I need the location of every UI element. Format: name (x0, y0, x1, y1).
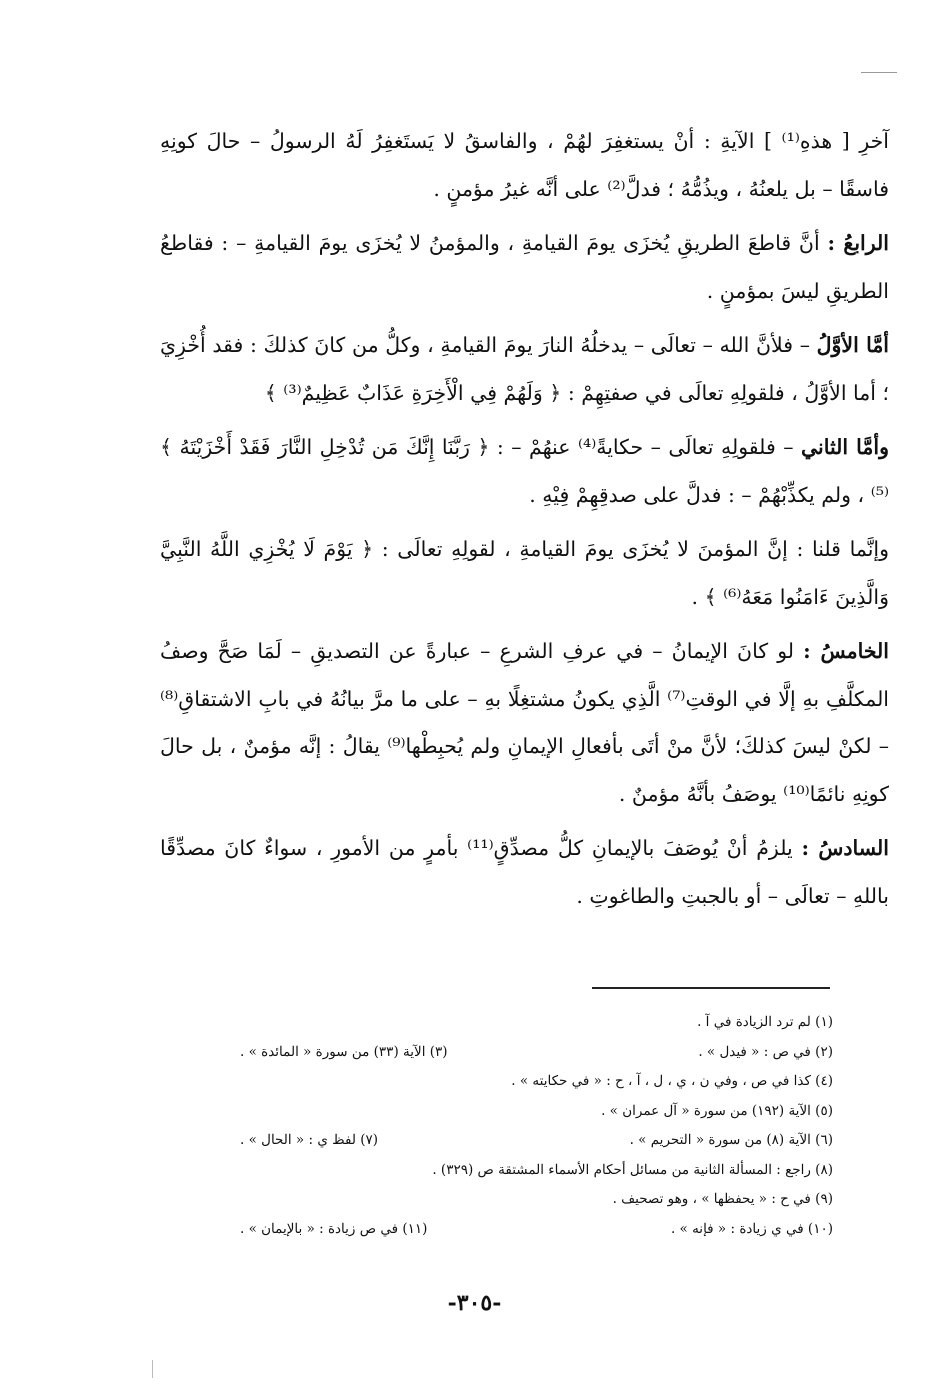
paragraph-sixth-text: يلزمُ أنْ يُوصَفَ بالإيمانِ كلُّ مصدِّقٍ⁽¹¹⁾ بأمرٍ من الأمورِ ، سواءٌ كانَ مصدِّقًا باللهِ – تعالَى – أو بالجبتِ والطاغوتِ . (160, 836, 889, 908)
paragraph-second-point (160, 424, 889, 519)
paragraph-second-point-text: – فلقولِهِ تعالَى – حكايةً⁽⁴⁾ عنهُمْ – : ﴿ رَبَّنَا إِنَّكَ مَن تُدْخِلِ النَّارَ فَقَدْ أَخْزَيْتَهُ ﴾⁽⁵⁾ ، ولم يكذِّبْهُمْ – : فدلَّ على صدقِهِمْ فِيْهِ . (160, 435, 889, 507)
footnote-line (240, 1185, 833, 1215)
footnote-line (240, 1067, 833, 1097)
paragraph-sixth (160, 825, 889, 920)
main-text (160, 118, 889, 927)
footnote-7: (٧) لفظ ي : « الحال » . (240, 1132, 379, 1148)
scan-edge-mark (152, 1360, 153, 1378)
paragraph-fifth (160, 628, 889, 818)
footnote-6: (٦) الآية (٨) من سورة « التحريم » . (629, 1132, 833, 1148)
footnote-4: (٤) كذا في ص ، وفي ن ، ي ، ل ، آ ، ح : « في حكايته » . (511, 1073, 833, 1089)
footnote-line (240, 1008, 833, 1038)
paragraph-first-point-text: – فلأنَّ الله – تعالَى – يدخلُهُ النارَ يومَ القيامةِ ، وكلُّ من كانَ كذلكَ : فقد أُخْزِيَ ؛ أما الأوَّلُ ، فلقولِهِ تعالَى في صفتِهِمْ : ﴿ وَلَهُمْ فِي الْأَخِرَةِ عَذَابٌ عَظِيمٌ⁽³⁾ ﴾ (160, 333, 889, 405)
paragraph-1 (160, 118, 889, 213)
paragraph-believer (160, 526, 889, 621)
paragraph-fourth (160, 220, 889, 315)
page-number: -٣٠٥- (447, 1290, 502, 1316)
footnote-line (240, 1215, 833, 1245)
paragraph-fourth-heading: الرابعُ : (827, 231, 889, 255)
footnote-1: (١) لم ترد الزيادة في آ . (697, 1014, 833, 1030)
paragraph-first-point-heading: أمَّا الأوَّلُ (816, 333, 889, 357)
paragraph-second-point-heading: وأمَّا الثاني (800, 435, 890, 459)
paragraph-fifth-heading: الخامسُ : (803, 639, 889, 663)
footnote-9: (٩) في ح : « يحفظها » ، وهو تصحيف . (612, 1191, 833, 1207)
footnotes (240, 1008, 833, 1244)
footnote-line (240, 1126, 833, 1156)
paragraph-fourth-text: أنَّ قاطعَ الطريقِ يُخزَى يومَ القيامةِ ، والمؤمنُ لا يُخزَى يومَ القيامةِ – : فقاطعُ الطريقِ ليسَ بمؤمنٍ . (160, 231, 889, 303)
footnote-11: (١١) في ص زيادة : « بالإيمان » . (240, 1220, 428, 1237)
footnote-8: (٨) راجع : المسألة الثانية من مسائل أحكام الأسماء المشتقة ص (٣٢٩) . (432, 1161, 833, 1178)
footnote-line (240, 1038, 833, 1068)
corner-mark (861, 72, 897, 73)
paragraph-sixth-heading: السادسُ : (801, 836, 889, 860)
footnote-separator (592, 987, 830, 989)
footnote-5: (٥) الآية (١٩٢) من سورة « آل عمران » . (601, 1102, 833, 1119)
footnote-line (240, 1156, 833, 1186)
paragraph-1-text: آخرِ [ هذهِ⁽¹⁾ ] الآيةِ : أنْ يستغفِرَ لهُمْ ، والفاسقُ لا يَستَغفِرُ لَهُ الرسولُ – حالَ كونِهِ فاسقًا – بل يلعنُهُ ، ويذُمُّهُ ؛ فدلَّ⁽²⁾ على أنَّه غيرُ مؤمنٍ . (160, 129, 889, 201)
footnote-2: (٢) في ص : « فيدل » . (698, 1043, 833, 1060)
paragraph-believer-text: وإنَّما قلنا : إنَّ المؤمنَ لا يُخزَى يومَ القيامةِ ، لقولِهِ تعالَى : ﴿ يَوْمَ لَا يُخْزِي اللَّهُ النَّبِيَّ وَالَّذِينَ ءَامَنُوا مَعَهُ⁽⁶⁾ ﴾ . (160, 537, 889, 609)
paragraph-first-point (160, 322, 889, 417)
footnote-line (240, 1097, 833, 1127)
footnote-3: (٣) الآية (٣٣) من سورة « المائدة » . (240, 1043, 448, 1060)
footnote-10: (١٠) في ي زيادة : « فإنه » . (670, 1220, 833, 1237)
paragraph-fifth-text: لو كانَ الإيمانُ – في عرفِ الشرعِ – عبارةً عن التصديقِ – لَمَا صَحَّ وصفُ المكلَّفِ بهِ إلَّا في الوقتِ⁽⁷⁾ الَّذِي يكونُ مشتغِلًا بهِ – على ما مرَّ بيانُهُ في بابِ الاشتقاقِ⁽⁸⁾ – لكنْ ليسَ كذلكَ؛ لأنَّ منْ أتَى بأفعالِ الإيمانِ ولم يُحبِطْها⁽⁹⁾ يقالُ : إنَّه مؤمنٌ ، بل حالَ كونِهِ نائمًا⁽¹⁰⁾ يوصَفُ بأنَّهُ مؤمنٌ . (160, 639, 890, 806)
